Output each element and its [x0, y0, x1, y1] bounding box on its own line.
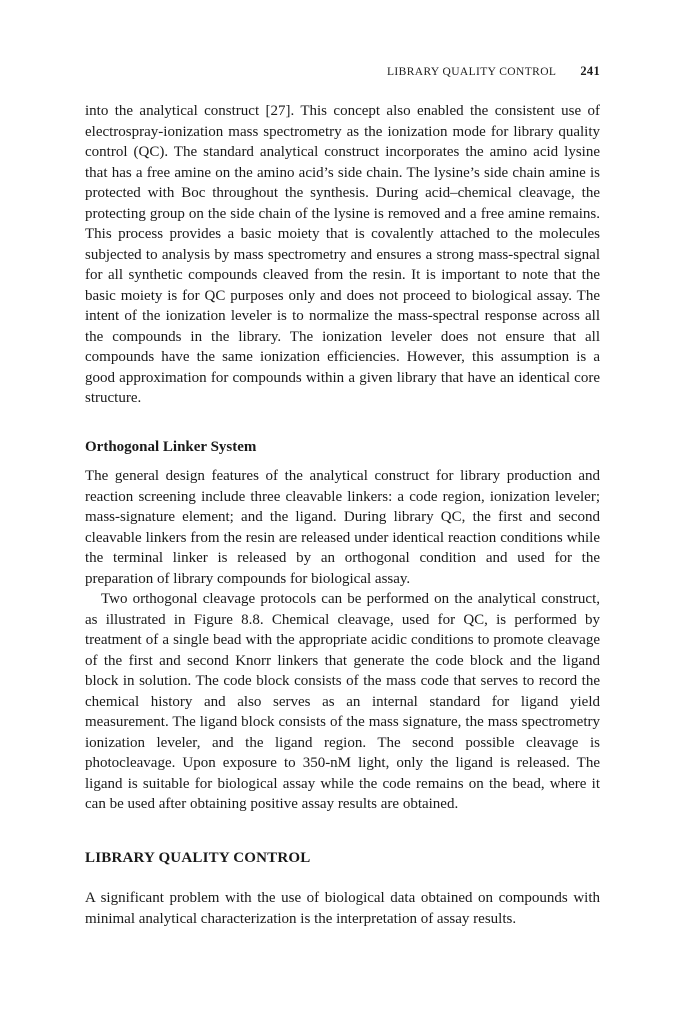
subsection-heading: Orthogonal Linker System [85, 438, 257, 455]
page [85, 64, 600, 929]
running-head [85, 64, 600, 84]
section-paragraph-1: A significant problem with the use of biological data obtained on compounds with minimal analytical characterization is the interpretation of assay results. [85, 890, 600, 927]
subsection-paragraph-2: Two orthogonal cleavage protocols can be performed on the analytical construct, as illustrated in Figure 8.8. Chemical cleavage, used for QC, is performed by treatment of a single bead with the appropriate acidic conditions to promote cleavage of the first and second Knorr linkers that generate the code block and the ligand block in solution. The code block consists of the mass code that serves to record the chemical history and also serves as an internal standard for ligand yield measurement. The ligand block consists of the mass signature, the mass spectrometry ionization leveler, and the ligand region. The second possible cleavage is photocleavage. Upon exposure to 350-nM light, only the ligand is released. The ligand is suitable for biological assay while the code remains on the bead, where it can be used after obtaining positive assay results are obtained. [85, 591, 600, 812]
intro-paragraph: into the analytical construct [27]. This concept also enabled the consistent use of electrospray-ionization mass spectrometry as the ionization mode for library quality control (QC). The standard analytical construct incorporates the amino acid lysine that has a free amine on the amino acid’s side chain. The lysine’s side chain amine is protected with Boc throughout the synthesis. During acid–chemical cleavage, the protecting group on the side chain of the lysine is removed and a free amine remains. This process provides a basic moiety that is covalently attached to the molecules subjected to analysis by mass spectrometry and ensures a strong mass-spectral signal for all synthetic compounds cleaved from the resin. It is important to note that the basic moiety is for QC purposes only and does not proceed to biological assay. The intent of the ionization leveler is to normalize the mass-spectral response across all the compounds in the library. The ionization leveler does not ensure that all compounds have the same ionization efficiencies. However, this assumption is a good approximation for compounds within a given library that have an identical core structure. [85, 103, 600, 406]
subsection-paragraph-1: The general design features of the analytical construct for library production and reaction screening include three cleavable linkers: a code region, ionization leveler; mass-signature element; and the ligand. During library QC, the first and second cleavable linkers from the resin are released under identical reaction conditions while the terminal linker is released by an orthogonal condition and used for the preparation of library compounds for biological assay. [85, 468, 600, 587]
running-head-title: LIBRARY QUALITY CONTROL [387, 66, 557, 78]
page-number: 241 [580, 64, 600, 78]
section-heading: LIBRARY QUALITY CONTROL [85, 849, 311, 866]
